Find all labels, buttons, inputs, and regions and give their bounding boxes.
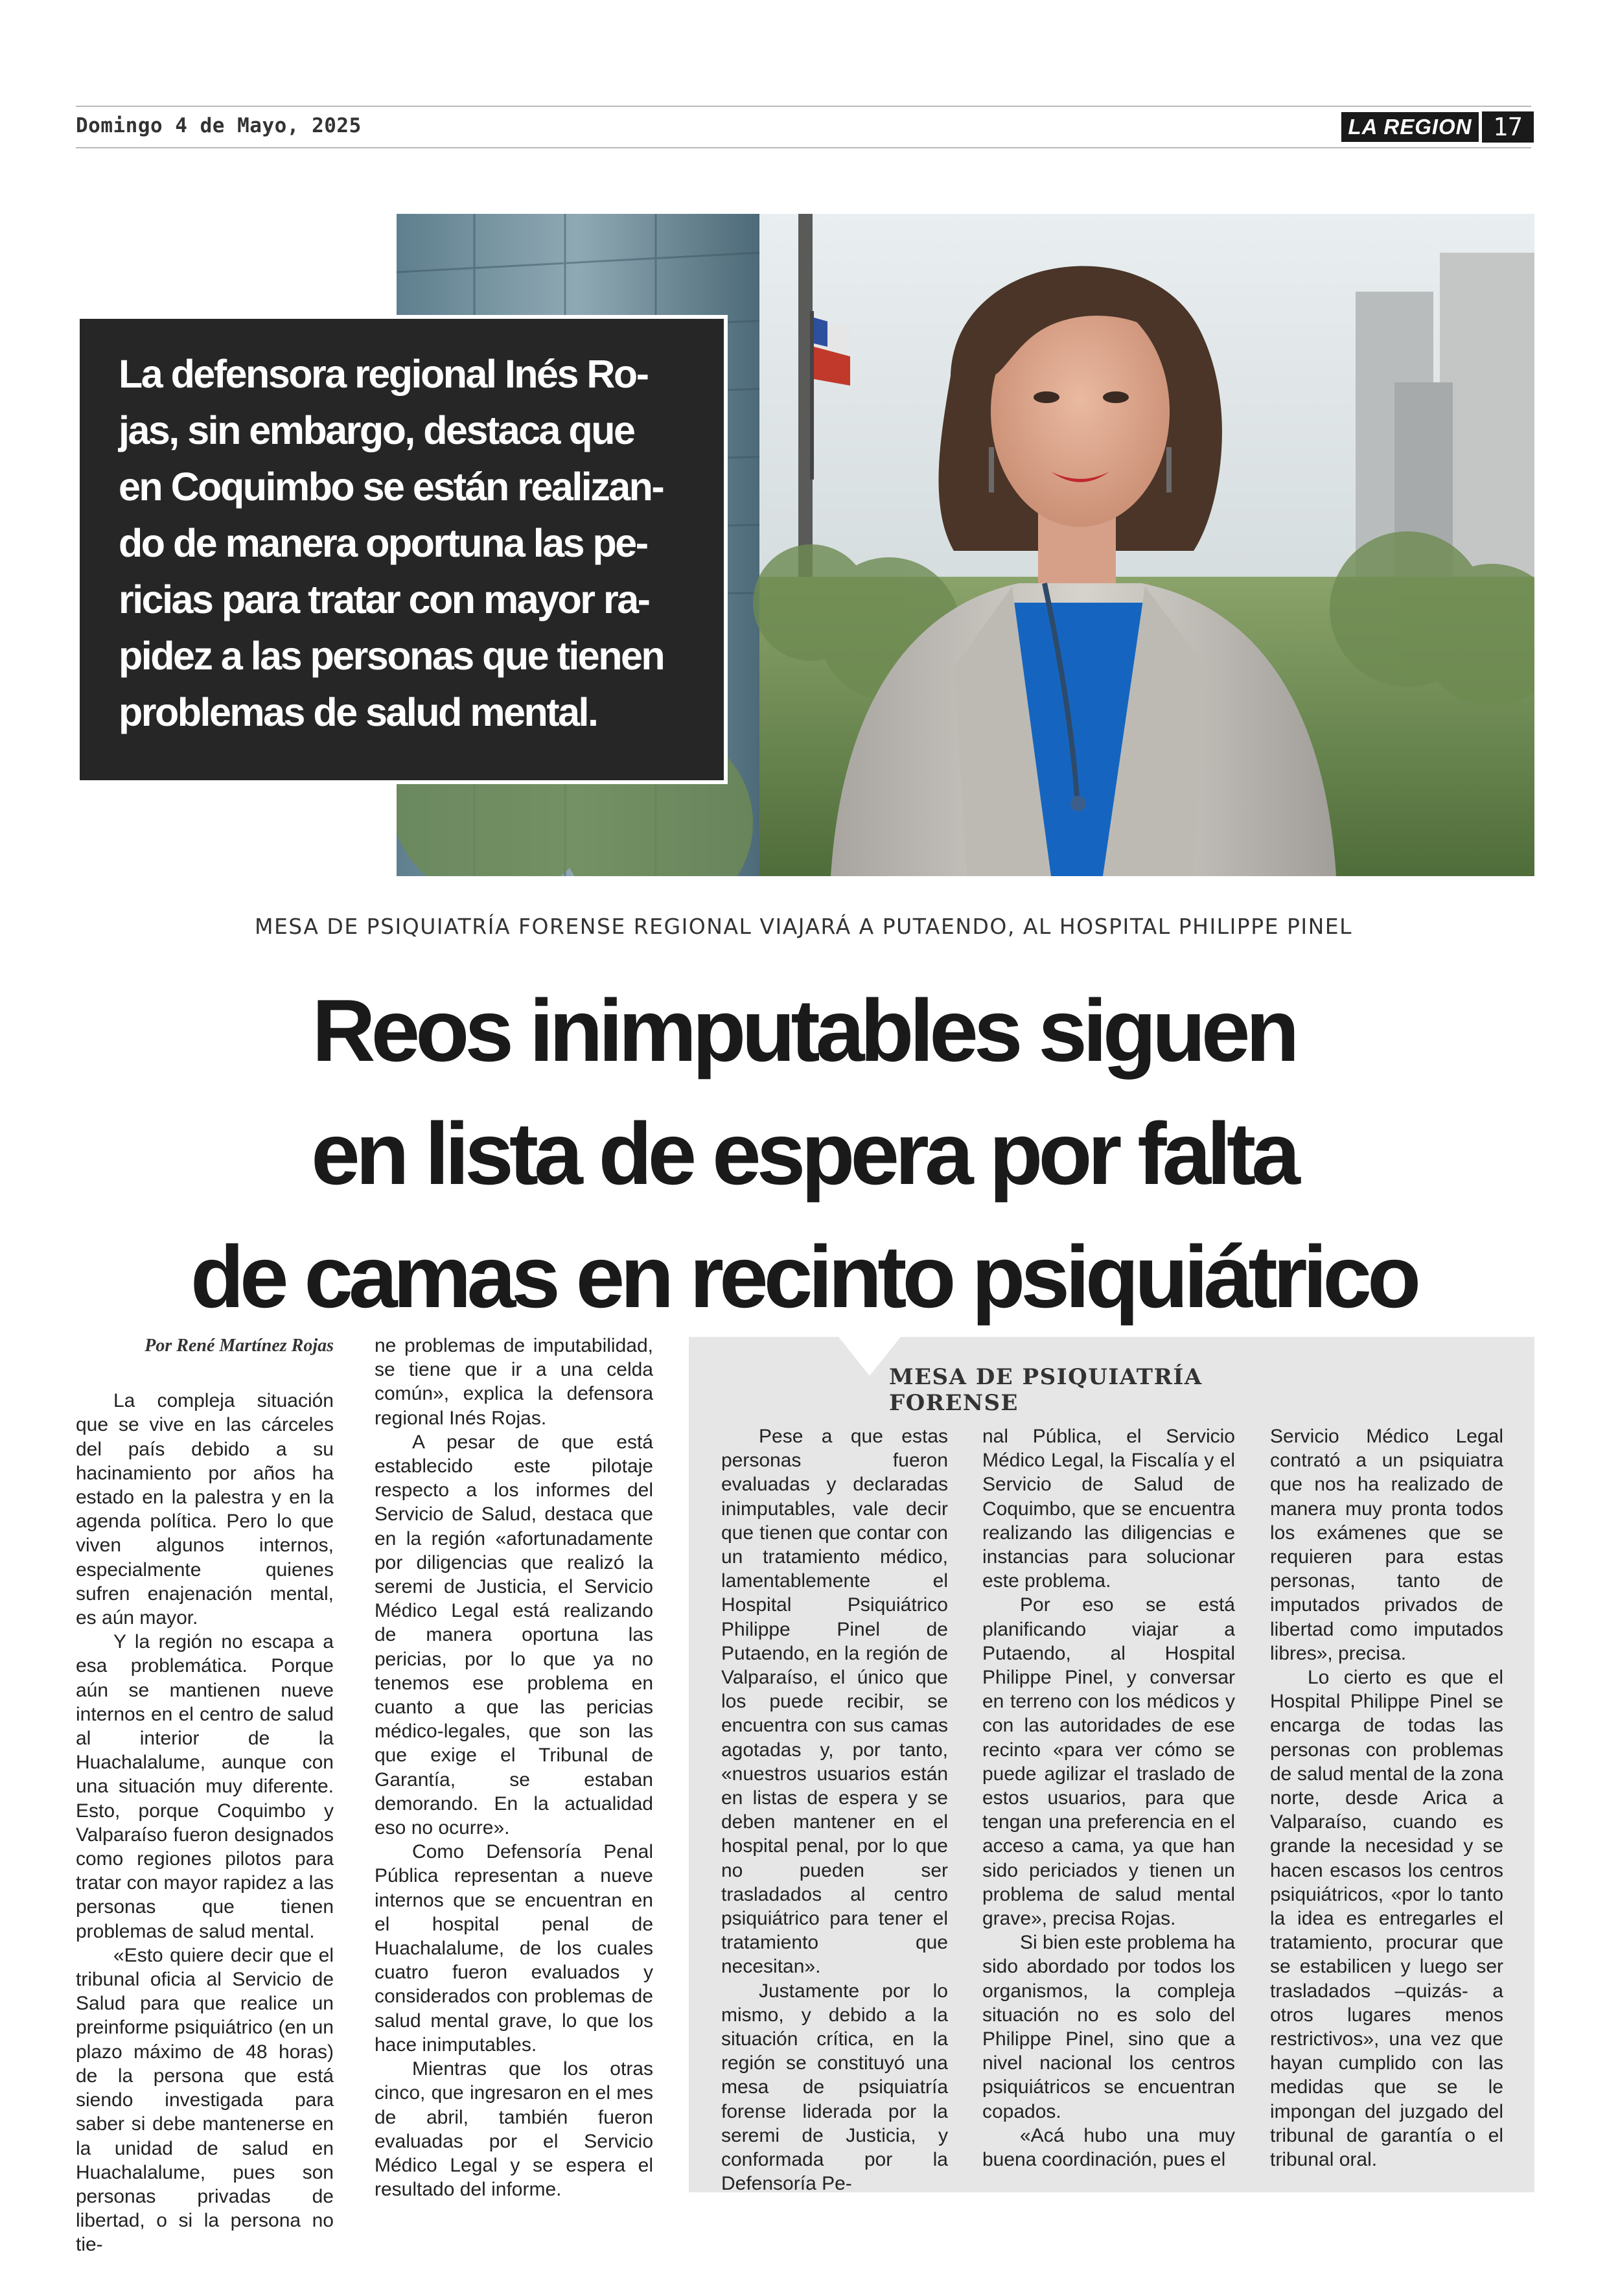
paragraph: nal Pública, el Servicio Médico Legal, la Fiscalía y el Servicio de Salud de Coquimbo, que se encuentra realizando las diligencias e instancias para solucionar este problema. (982, 1426, 1235, 1592)
article-column-1 (76, 1334, 334, 2257)
issue-date: Domingo 4 de Mayo, 2025 (76, 114, 362, 137)
pull-quote-line: jas, sin embargo, destaca que (119, 408, 634, 452)
byline: Por René Martínez Rojas (145, 1336, 334, 1356)
headline-line: Reos inimputables siguen (312, 981, 1295, 1080)
pull-quote-line: La defensora regional Inés Ro- (119, 352, 648, 396)
paragraph: La compleja situación que se vive en las cárceles del país debido a su hacinamiento por años ha estado en la palestra y en la agenda política. Pero lo que viven algunos internos, especialmente quienes sufren enajenación mental, es aún mayor. (76, 1390, 334, 1629)
pull-quote-box (76, 315, 728, 784)
sidebar-column-3 (1270, 1424, 1503, 2172)
pull-quote-text (119, 346, 695, 741)
article-kicker: MESA DE PSIQUIATRÍA FORENSE REGIONAL VIAJARÁ A PUTAENDO, AL HOSPITAL PHILIPPE PINEL (254, 914, 1352, 939)
paragraph: Mientras que los otras cinco, que ingresaron en el mes de abril, también fueron evaluadas por el Servicio Médico Legal y se espera el resultado del informe. (375, 2058, 653, 2201)
paragraph: Lo cierto es que el Hospital Philippe Pinel se encarga de todas las personas con problemas de salud mental de la zona norte, desde Arica a Valparaíso, cuando es grande la necesidad y se hacen escasos los centros psiquiátricos, «por lo tanto la idea es entregarles el tratamiento, procurar que se estabilicen y luego ser trasladados –quizás- a otros lugares menos restrictivos», una vez que hayan cumplido con las medidas que se le impongan del juzgado del tribunal de garantía o el tribunal oral. (1270, 1667, 1503, 2171)
pull-quote-line: ricias para tratar con mayor ra- (119, 577, 649, 621)
header-top-rule (76, 106, 1531, 107)
paragraph: Como Defensoría Penal Pública representan a nueve internos que se encuentran en el hospital penal de Huachalalume, de los cuales cuatro fueron evaluados y considerados con problemas de salud mental grave, lo que los hace inimputables. (375, 1841, 653, 2056)
pull-quote-line: en Coquimbo se están realizan- (119, 465, 664, 509)
headline-line: en lista de espera por falta (311, 1104, 1296, 1203)
paragraph: Y la región no escapa a esa problemática. Porque aún se mantienen nueve internos en el centro de salud al interior de la Huachalalume, aunque con una situación muy diferente. Esto, porque Coquimbo y Valparaíso fueron designados como regiones pilotos para tratar con mayor rapidez a las personas que tienen problemas de salud mental. (76, 1631, 334, 1942)
sidebar-column-1 (721, 1424, 948, 2196)
masthead-logo: LA REGION (1341, 112, 1479, 142)
page-number: 17 (1482, 111, 1534, 143)
article-headline (0, 969, 1607, 1338)
paragraph: Por eso se está planificando viajar a Putaendo, al Hospital Philippe Pinel, y conversar en terreno con los médicos y con las autoridades de ese recinto «para ver cómo se puede agilizar el traslado de estos usuarios, para que tengan una preferencia en el acceso a cama, ya que han sido periciados y tienen un problema de salud mental grave», precisa Rojas. (982, 1594, 1235, 1930)
header-bottom-rule (76, 147, 1531, 148)
paragraph: ne problemas de imputabilidad, se tiene que ir a una celda común», explica la defensora regional Inés Rojas. (375, 1335, 653, 1429)
paragraph: A pesar de que está establecido este pilotaje respecto a los informes del Servicio de Salud, destaca que en la región «afortunadamente por diligencias que realizó la seremi de Justicia, el Servicio Médico Legal está realizando de manera oportuna las pericias, por lo que ya no tenemos ese problema en cuanto a que las pericias médico-legales, que son las que exige el Tribunal de Garantía, se estaban demorando. En la actualidad eso no ocurre». (375, 1431, 653, 1839)
pull-quote-line: do de manera oportuna las pe- (119, 521, 647, 565)
article-column-2 (375, 1334, 653, 2201)
paragraph: «Esto quiere decir que el tribunal oficia al Servicio de Salud para que realice un preinforme psiquiátrico (en un plazo máximo de 48 horas) de la persona que está siendo investigada para saber si debe mantenerse en la unidad de salud en Huachalalume, pues son personas privadas de libertad, o si la persona no tie- (76, 1944, 334, 2256)
paragraph: Servicio Médico Legal contrató a un psiquiatra que nos ha realizado de manera muy pronta todos los exámenes que se requieren para estas personas, tanto de imputados privados de libertad como imputados libres», precisa. (1270, 1426, 1503, 1664)
sidebar-column-2 (982, 1424, 1235, 2172)
paragraph: Justamente por lo mismo, y debido a la situación crítica, en la región se constituyó una mesa de psiquiatría forense liderada por la seremi de Justicia, y conformada por la Defensoría Pe- (721, 1980, 948, 2195)
paragraph: Pese a que estas personas fueron evaluadas y declaradas inimputables, vale decir que tienen que contar con un tratamiento médico, lamentablemente el Hospital Psiquiátrico Philippe Pinel de Putaendo, en la región de Valparaíso, el único que los puede recibir, se encuentra con sus camas agotadas y, por tanto, «nuestros usuarios están en listas de espera y se deben mantener en el hospital penal, por lo que no pueden ser trasladados al centro psiquiátrico para tener el tratamiento que necesitan». (721, 1426, 948, 1978)
sidebar-box-title: MESA DE PSIQUIATRÍA FORENSE (889, 1364, 1203, 1416)
headline-line: de camas en recinto psiquiátrico (190, 1227, 1417, 1326)
paragraph: «Acá hubo una muy buena coordinación, pues el (982, 2124, 1235, 2171)
paragraph: Si bien este problema ha sido abordado por todos los organismos, la compleja situación no es solo del Philippe Pinel, sino que a nivel nacional los centros psiquiátricos se encuentran copados. (982, 1932, 1235, 2122)
pull-quote-line: problemas de salud mental. (119, 690, 597, 734)
pull-quote-line: pidez a las personas que tienen (119, 634, 664, 678)
